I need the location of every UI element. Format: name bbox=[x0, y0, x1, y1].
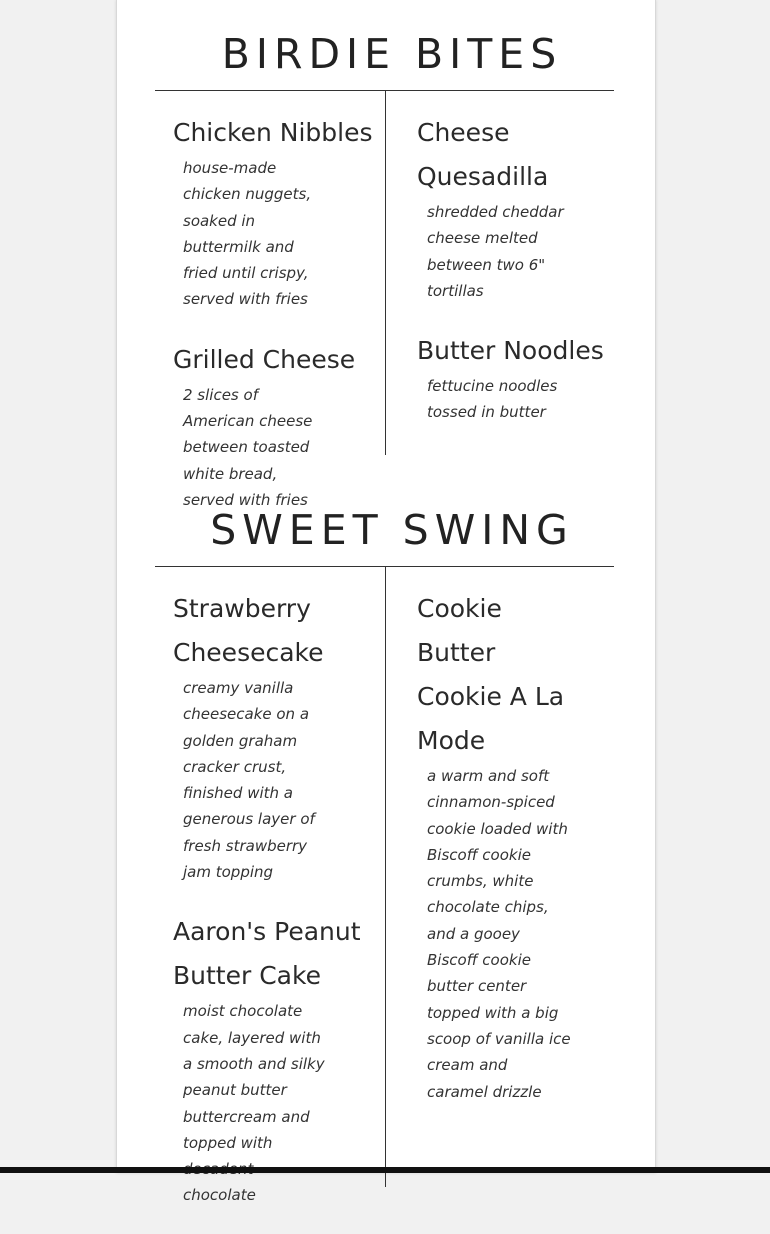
section-title: SWEET SWING bbox=[210, 506, 574, 554]
item-description: fettucine noodles tossed in butter bbox=[427, 377, 558, 422]
item-description: moist chocolate cake, layered with a smooth and silky peanut butter buttercream and topped with chocolate bbox=[183, 1002, 325, 1205]
item-description: shredded cheddar cheese melted between two 6" tortillas bbox=[427, 203, 564, 300]
section-birdie-bites bbox=[117, 0, 655, 509]
item-name: Grilled Cheese bbox=[173, 344, 356, 374]
item-description: house-made chicken nuggets, soaked in buttermilk and fried until crispy, served with fries bbox=[183, 159, 312, 309]
menu-item bbox=[417, 111, 613, 304]
column-divider bbox=[385, 91, 386, 455]
right-column bbox=[417, 587, 613, 1130]
section-columns bbox=[155, 567, 614, 1205]
item-name: Cookie Butter Cookie A La Mode bbox=[417, 594, 565, 755]
bottom-bar bbox=[0, 1167, 770, 1173]
item-name: Butter Noodles bbox=[417, 336, 604, 366]
item-description: a warm and soft cinnamon-spiced cookie loaded with Biscoff cookie crumbs, white chocolate chips, and a gooey Biscoff cookie butter center topped with a big scoop of vanilla ice cream and caramel drizzle bbox=[427, 767, 571, 1101]
item-name: Chicken Nibbles bbox=[173, 118, 373, 147]
menu-item bbox=[173, 910, 373, 1208]
menu-item bbox=[173, 111, 373, 313]
column-divider bbox=[385, 567, 386, 1187]
section-sweet-swing bbox=[117, 476, 655, 1205]
right-column bbox=[417, 111, 613, 451]
section-columns bbox=[155, 91, 614, 509]
menu-item bbox=[417, 329, 613, 426]
left-column bbox=[173, 111, 373, 538]
menu-item bbox=[417, 587, 613, 1105]
item-name: Aaron's Peanut Butter Cake bbox=[173, 917, 361, 991]
left-column bbox=[173, 587, 373, 1234]
menu-page bbox=[116, 0, 656, 1205]
item-description: creamy vanilla cheesecake on a golden graham cracker crust, finished with a generous layer of fresh strawberry jam topping bbox=[183, 679, 315, 882]
menu-item bbox=[173, 587, 373, 885]
item-name: Cheese Quesadilla bbox=[417, 118, 549, 191]
item-name: Strawberry Cheesecake bbox=[173, 594, 324, 667]
section-title: BIRDIE BITES bbox=[221, 30, 563, 78]
item-description: 2 slices of American cheese between toasted white bread, served with fries bbox=[183, 385, 313, 509]
